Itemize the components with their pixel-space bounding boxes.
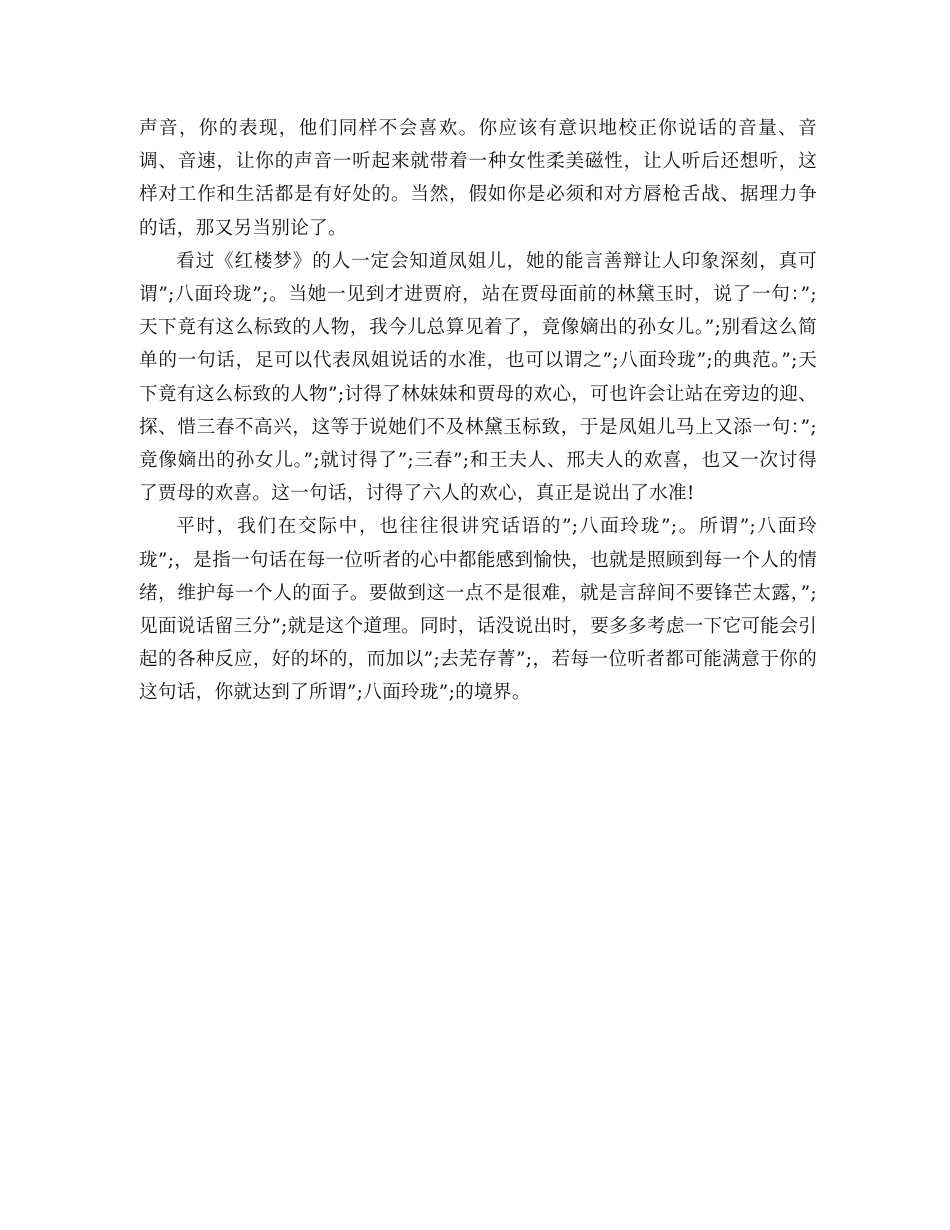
paragraph-3: 平时，我们在交际中，也往往很讲究话语的”;八面玲珑”;。所谓”;八面玲珑”;，是指一句话在每一位听者的心中都能感到愉快，也就是照顾到每一个人的情绪，维护每一个人的面子。要做到这一点不是很难，就是言辞间不要锋芒太露，”;见面说话留三分”;就是这个道理。同时，话没说出时，要多多考虑一下它可能会引起的各种反应，好的坏的，而加以”;去芜存菁”;，若每一位听者都可能满意于你的这句话，你就达到了所谓”;八面玲珑”;的境界。 xyxy=(139,516,817,704)
paragraph-2: 看过《红楼梦》的人一定会知道凤姐儿，她的能言善辩让人印象深刻，真可谓”;八面玲珑”;。当她一见到才进贾府，站在贾母面前的林黛玉时，说了一句：”;天下竟有这么标致的人物，我今儿总算见着了，竟像嫡出的孙女儿。”;别看这么简单的一句话，足可以代表凤姐说话的水准，也可以谓之”;八面玲珑”;的典范。”;天下竟有这么标致的人物”;讨得了林妹妹和贾母的欢心，可也许会让站在旁边的迎、探、惜三春不高兴，这等于说她们不及林黛玉标致，于是凤姐儿马上又添一句：”;竟像嫡出的孙女儿。”;就讨得了”;三春”;和王夫人、邢夫人的欢喜，也又一次讨得了贾母的欢喜。这一句话，讨得了六人的欢心，真正是说出了水准! xyxy=(139,250,817,505)
document-body xyxy=(139,112,817,710)
paragraph-1: 声音，你的表现，他们同样不会喜欢。你应该有意识地校正你说话的音量、音调、音速，让你的声音一听起来就带着一种女性柔美磁性，让人听后还想听，这样对工作和生活都是有好处的。当然，假如你是必须和对方唇枪舌战、据理力争的话，那又另当别论了。 xyxy=(139,118,817,239)
